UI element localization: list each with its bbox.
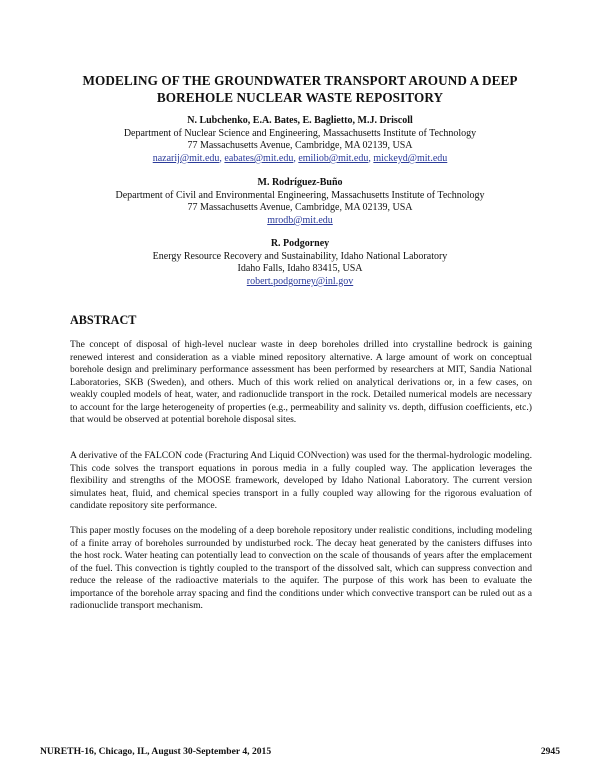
abstract-paragraph-2: A derivative of the FALCON code (Fracturing And Liquid CONvection) was used for the thermal-hydrologic modeling. This code solves the transport equations in porous media in a fully coupled way. The application leverages the flexibility and strengths of the MOOSE framework, developed by Idaho National Laboratory. The current version simulates heat, fluid, and chemical species transport in a fully coupled way allowing for the rigorous evaluation of candidate repository site performance.	[70, 450, 532, 511]
department: Energy Resource Recovery and Sustainability, Idaho National Laboratory	[152, 250, 448, 262]
department: Department of Civil and Environmental Engineering, Massachusetts Institute of Technology	[115, 189, 485, 201]
address: Idaho Falls, Idaho 83415, USA	[237, 263, 363, 275]
author-names: N. Lubchenko, E.A. Bates, E. Baglietto, M.J. Driscoll	[187, 115, 413, 126]
affiliation-3	[40, 238, 560, 288]
title-line-1: MODELING OF THE GROUNDWATER TRANSPORT AROUND A DEEP	[82, 73, 518, 88]
author-names: R. Podgorney	[270, 238, 330, 249]
affiliation-2	[40, 177, 560, 227]
author-names: M. Rodríguez-Buño	[257, 177, 343, 188]
email-link[interactable]: emiliob@mit.edu	[298, 152, 369, 164]
email-list: nazarij@mit.edu, eabates@mit.edu, emiliob@mit.edu, mickeyd@mit.edu	[152, 152, 448, 164]
abstract-heading: ABSTRACT	[70, 313, 137, 327]
email-link[interactable]: mrodb@mit.edu	[267, 214, 333, 226]
department: Department of Nuclear Science and Engineering, Massachusetts Institute of Technology	[123, 127, 477, 139]
abstract-paragraph-1: The concept of disposal of high-level nuclear waste in deep boreholes drilled into crystalline bedrock is gaining renewed interest and consideration as a viable mined repository alternative. A large amount of work on conceptual borehole design and preliminary performance assessment has been performed by researchers at MIT, Sandia National Laboratories, SKB (Sweden), and others. Much of this work relied on analytical derivations or, in a few cases, on weakly coupled models of heat, water, and radionuclide transport in the rock. Detailed numerical models are necessary to account for the large heterogeneity of properties (e.g., permeability and salinity vs. depth, diffusion coefficients, etc.) that would be observed at potential borehole disposal sites.	[70, 339, 532, 425]
email-list	[40, 215, 560, 228]
email-link[interactable]: mickeyd@mit.edu	[373, 152, 448, 164]
affiliation-1	[40, 115, 560, 165]
address: 77 Massachusetts Avenue, Cambridge, MA 02139, USA	[187, 140, 413, 152]
title-line-2: BOREHOLE NUCLEAR WASTE REPOSITORY	[156, 90, 444, 105]
footer-conference: NURETH-16, Chicago, IL, August 30-September 4, 2015	[40, 746, 272, 757]
email-link[interactable]: robert.podgorney@inl.gov	[246, 275, 354, 287]
address: 77 Massachusetts Avenue, Cambridge, MA 02139, USA	[187, 202, 413, 214]
email-link[interactable]: eabates@mit.edu	[224, 152, 294, 164]
paper-title	[60, 72, 540, 106]
email-list	[40, 276, 560, 289]
email-link[interactable]: nazarij@mit.edu	[152, 152, 220, 164]
abstract-paragraph-3: This paper mostly focuses on the modeling of a deep borehole repository under realistic conditions, including modeling of a finite array of boreholes surrounded by undisturbed rock. The decay heat generated by the canisters diffuses into the host rock. Water heating can potentially lead to convection on the scale of thousands of years after the emplacement of the fuel. This convection is tightly coupled to the transport of the dissolved salt, which can suppress convection and reduce the release of the radioactive materials to the aquifer. The purpose of this work has been to evaluate the importance of the borehole array spacing and find the conditions under which convective transport can be ruled out as a radionuclide transport mechanism.	[70, 525, 532, 611]
footer-page-number: 2945	[540, 746, 560, 757]
